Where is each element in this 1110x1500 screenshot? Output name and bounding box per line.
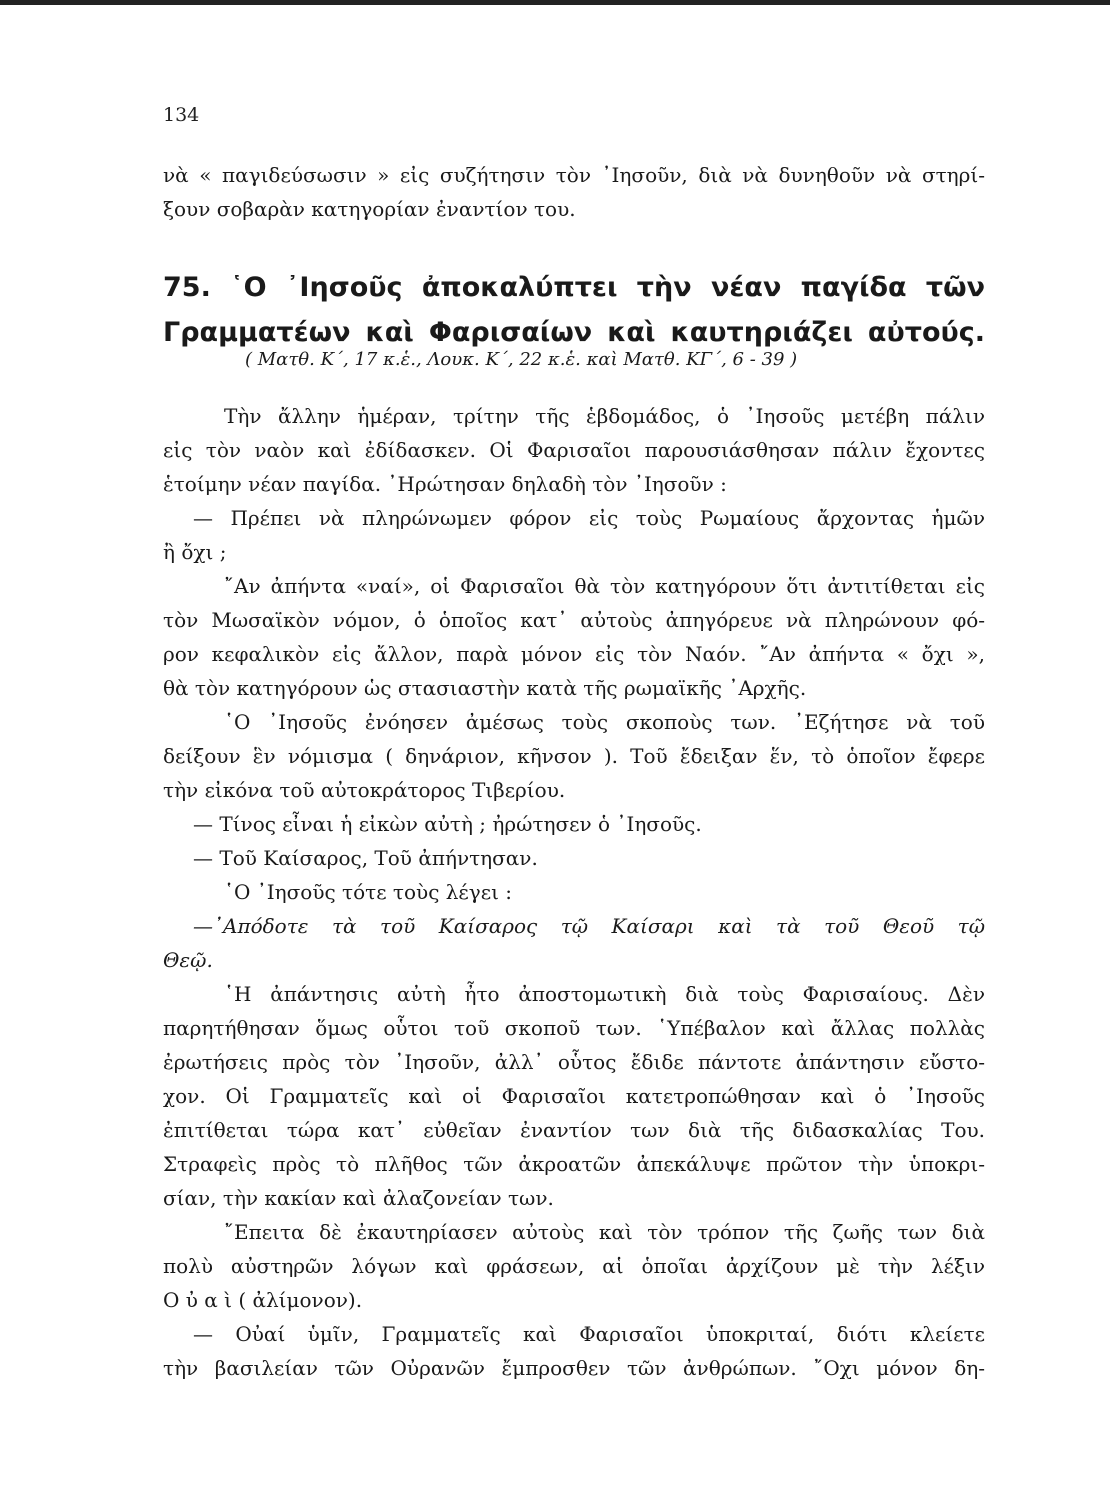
text-line: ἢ ὄχι ; [163,540,227,564]
text-line: θὰ τὸν κατηγόρουν ὡς στασιαστὴν κατὰ τῆς ρωμαϊκῆς ᾽Αρχῆς. [163,676,807,700]
section-title [163,265,985,355]
top-border [0,0,1110,5]
dialogue-line: — Τοῦ Καίσαρος, Τοῦ ἀπήντησαν. [193,846,538,870]
quote-line: Θεῷ. [163,948,213,972]
text-line: δείξουν ἓν νόμισμα ( δηνάριον, κῆνσον ). Τοῦ ἔδειξαν ἕν, τὸ ὁποῖον ἔφερε [163,744,985,768]
text-line: χον. Οἱ Γραμματεῖς καὶ οἱ Φαρισαῖοι κατετροπώθησαν καὶ ὁ ᾽Ιησοῦς [163,1084,985,1108]
text-line: νὰ « παγιδεύσωσιν » εἰς συζήτησιν τὸν ᾽Ιησοῦν, διὰ νὰ δυνηθοῦν νὰ στηρί- [163,163,985,187]
page-number: 134 [163,104,200,126]
text-line: ἐπιτίθεται τώρα κατ᾽ εὐθεῖαν ἐναντίον των διὰ τῆς διδασκαλίας Του. [163,1118,985,1142]
text-line: παρητήθησαν ὅμως οὗτοι τοῦ σκοποῦ των. ῾Υπέβαλον καὶ ἄλλας πολλὰς [163,1016,985,1040]
title-line: Γραμματέων καὶ Φαρισαίων καὶ καυτηριάζει αὐτούς. [163,317,985,348]
text-line: ἑτοίμην νέαν παγίδα. ᾽Ηρώτησαν δηλαδὴ τὸν ᾽Ιησοῦν : [163,472,727,496]
text-line: εἰς τὸν ναὸν καὶ ἐδίδασκεν. Οἱ Φαρισαῖοι παρουσιάσθησαν πάλιν ἔχοντες [163,438,985,462]
text-line: τὸν Μωσαϊκὸν νόμον, ὁ ὁποῖος κατ᾽ αὐτοὺς ἀπηγόρευε νὰ πληρώνουν φό- [163,608,985,632]
text-line: ξουν σοβαρὰν κατηγορίαν ἐναντίον του. [163,197,576,221]
text-line: ῎Αν ἀπήντα «ναί», οἱ Φαρισαῖοι θὰ τὸν κατηγόρουν ὅτι ἀντιτίθεται εἰς [224,574,985,598]
text-line: ἐρωτήσεις πρὸς τὸν ᾽Ιησοῦν, ἀλλ᾽ οὗτος ἔδιδε πάντοτε ἀπάντησιν εὔστο- [163,1050,985,1074]
text-line: ῾Η ἀπάντησις αὐτὴ ἦτο ἀποστομωτικὴ διὰ τοὺς Φαρισαίους. Δὲν [224,982,985,1006]
text-line: ῎Επειτα δὲ ἐκαυτηρίασεν αὐτοὺς καὶ τὸν τρόπον τῆς ζωῆς των διὰ [224,1220,985,1244]
intro-paragraph [163,158,985,226]
scripture-references: ( Ματθ. Κ΄, 17 κ.ἑ., Λουκ. Κ΄, 22 κ.ἑ. καὶ Ματθ. ΚΓ΄, 6 - 39 ) [245,349,798,370]
text-line: Τὴν ἄλλην ἡμέραν, τρίτην τῆς ἑβδομάδος, ὁ ᾽Ιησοῦς μετέβη πάλιν [224,404,985,428]
text-line: τὴν εἰκόνα τοῦ αὐτοκράτορος Τιβερίου. [163,778,566,802]
text-line: ρον κεφαλικὸν εἰς ἄλλον, παρὰ μόνον εἰς τὸν Ναόν. ῎Αν ἀπήντα « ὄχι », [163,642,985,666]
text-line: Στραφεὶς πρὸς τὸ πλῆθος τῶν ἀκροατῶν ἀπεκάλυψε πρῶτον τὴν ὑποκρι- [163,1152,985,1176]
text-line: πολὺ αὐστηρῶν λόγων καὶ φράσεων, αἱ ὁποῖαι ἀρχίζουν μὲ τὴν λέξιν [163,1254,985,1278]
text-line: σίαν, τὴν κακίαν καὶ ἀλαζονείαν των. [163,1186,554,1210]
title-line: 75. ῾Ο ᾽Ιησοῦς ἀποκαλύπτει τὴν νέαν παγίδα τῶν [163,272,985,303]
text-line: ῾Ο ᾽Ιησοῦς ἐνόησεν ἀμέσως τοὺς σκοποὺς των. ᾽Εζήτησε νὰ τοῦ [224,710,985,734]
dialogue-line: — Οὐαί ὑμῖν, Γραμματεῖς καὶ Φαρισαῖοι ὑποκριταί, διότι κλείετε [193,1322,985,1346]
body-text [163,399,985,1385]
text-line: τὴν βασιλείαν τῶν Οὐρανῶν ἔμπροσθεν τῶν ἀνθρώπων. ῎Οχι μόνον δη- [163,1356,985,1380]
dialogue-line: — Πρέπει νὰ πληρώνωμεν φόρον εἰς τοὺς Ρωμαίους ἄρχοντας ἡμῶν [193,506,985,530]
text-line: ῾Ο ᾽Ιησοῦς τότε τοὺς λέγει : [224,880,513,904]
text-line: Ο ὐ α ὶ ( ἀλίμονον). [163,1288,363,1312]
dialogue-line: — Τίνος εἶναι ἡ εἰκὼν αὐτὴ ; ἠρώτησεν ὁ ᾽Ιησοῦς. [193,812,702,836]
quote-line: —᾽Απόδοτε τὰ τοῦ Καίσαρος τῷ Καίσαρι καὶ τὰ τοῦ Θεοῦ τῷ [193,914,985,938]
